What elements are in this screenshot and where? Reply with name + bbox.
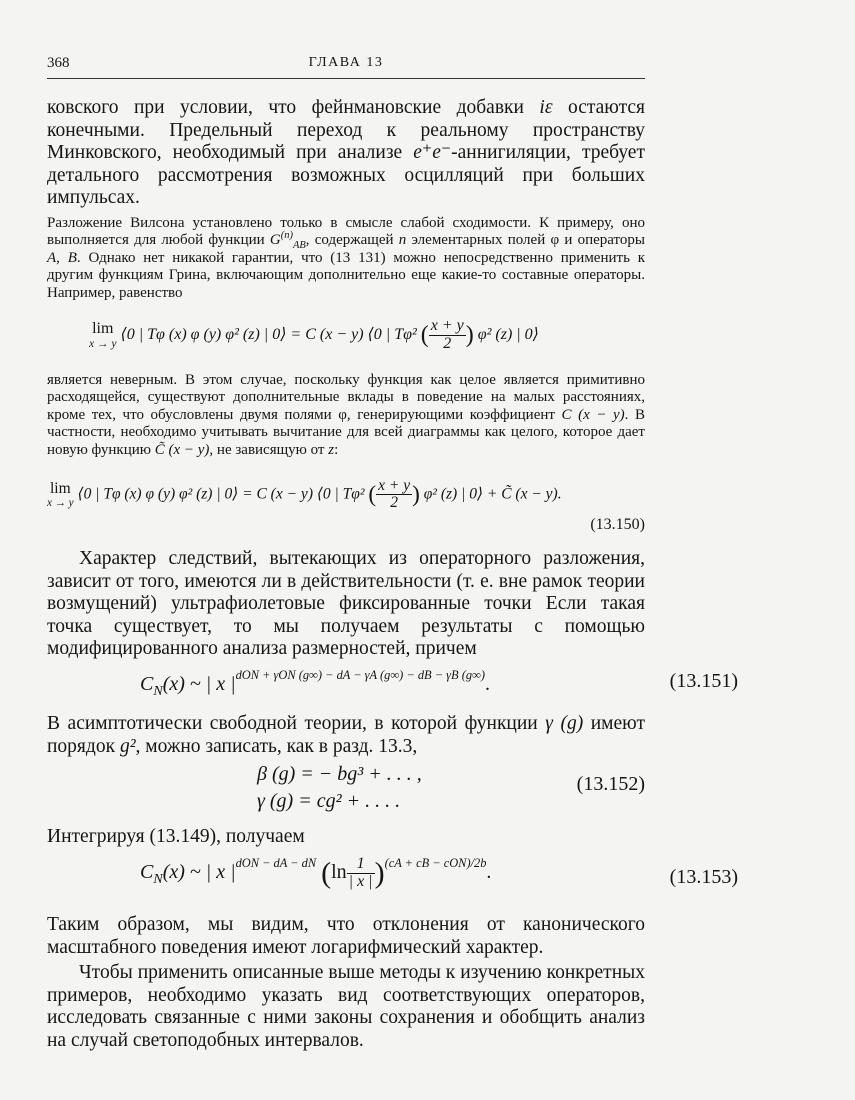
small-paragraph-1: Разложение Вилсона установлено только в смысле слабой сходимости. К примеру, оно выполняется для любой функции $G^{(n)}_{AB}$, содержащей n элементарных полей φ и операторы A, B. Однако нет никакой гарантии, что (13 131) можно непосредственно применить к другим функциям Грина, включающим дополнительно еще какие-то составные операторы. Например, равенство (47, 215, 646, 301)
equation-13-153: $C_N(x)$ ~ | x $|^{dON - dA - dN}$ (ln $\frac{1}{| x |}$ )$^{(cA + cB - cON)/2b}$. (13.153) (140, 855, 738, 891)
equation-13-152-line2: γ (g) = cg² + . . . . (257, 790, 401, 812)
equation-number-13-150: (13.150) (590, 516, 645, 533)
small-paragraph-2: является неверным. В этом случае, поскольку функция как целое является примитивно расходящейся, существуют дополнительные вклады в поведение на малых расстояниях, кроме тех, что обусловлены двумя полями φ, генерирующими коэффициент C (x − y). В частности, необходимо учитывать вычитание для всей диаграммы как целого, которое дает новую функцию C̃ (x − y), не зависящую от z: (47, 372, 645, 458)
equation-13-150: lim x → y ⟨0 | Tφ (x) φ (y) φ² (z) | 0⟩ = C (x − y) ⟨0 | Tφ² ( $\frac{x + y}{2}$ ) φ² (z) | 0⟩ + C̃ (x − y). (47, 477, 562, 512)
equation-13-152-line1: β (g) = − bg³ + . . . , (257, 763, 422, 785)
chapter-title: ГЛАВА 13 (308, 55, 384, 70)
paragraph-3: В асимптотически свободной теории, в которой функции γ (g) имеют порядок g², можно записать, как в разд. 13.3, (47, 713, 646, 757)
running-header (47, 55, 645, 77)
equation-13-151: $C_N(x)$ ~ | x $|^{dON + \gamma ON (g\infty) - dA - \gamma A (g\infty) - dB - \gamma B (g\infty)}$. (13.151) (140, 668, 738, 700)
paragraph-1: ковского при условии, что фейнмановские добавки iε остаются конечными. Предельный переход к реальному пространству Минковского, необходимый при анализе e⁺e⁻-аннигиляции, требует детального рассмотрения возможных осцилляций при больших импульсах. (47, 97, 645, 208)
paragraph-5: Таким образом, мы видим, что отклонения от канонического масштабного поведения имеют логарифмический характер. (47, 914, 645, 958)
green-function-symbol: $G^{(n)}_{AB}$ (269, 230, 306, 252)
paragraph-2: Характер следствий, вытекающих из операторного разложения, зависит от того, имеются ли в действительности (т. е. вне рамок теории возмущений) ультрафиолетовые фиксированные точки Если такая точка существует, то мы получаем результаты с помощью модифицированного анализа размерностей, причем (47, 548, 645, 659)
equation-number-13-151: (13.151) (669, 670, 738, 692)
equation-number-13-153: (13.153) (669, 866, 738, 888)
page-number: 368 (47, 55, 70, 71)
equation-number-13-152: (13.152) (576, 773, 645, 795)
equation-unnumbered: lim x → y ⟨0 | Tφ (x) φ (y) φ² (z) | 0⟩ = C (x − y) ⟨0 | Tφ² ( $\frac{x + y}{2}$ ) φ² (z) | 0⟩ (89, 317, 539, 352)
paragraph-6: Чтобы применить описанные выше методы к изучению конкретных примеров, необходимо указать вид соответствующих операторов, исследовать связанные с ними законы сохранения и обобщить анализ на случай светоподобных интервалов. (47, 962, 645, 1051)
header-rule (47, 78, 645, 79)
paragraph-4: Интегрируя (13.149), получаем (47, 826, 305, 847)
